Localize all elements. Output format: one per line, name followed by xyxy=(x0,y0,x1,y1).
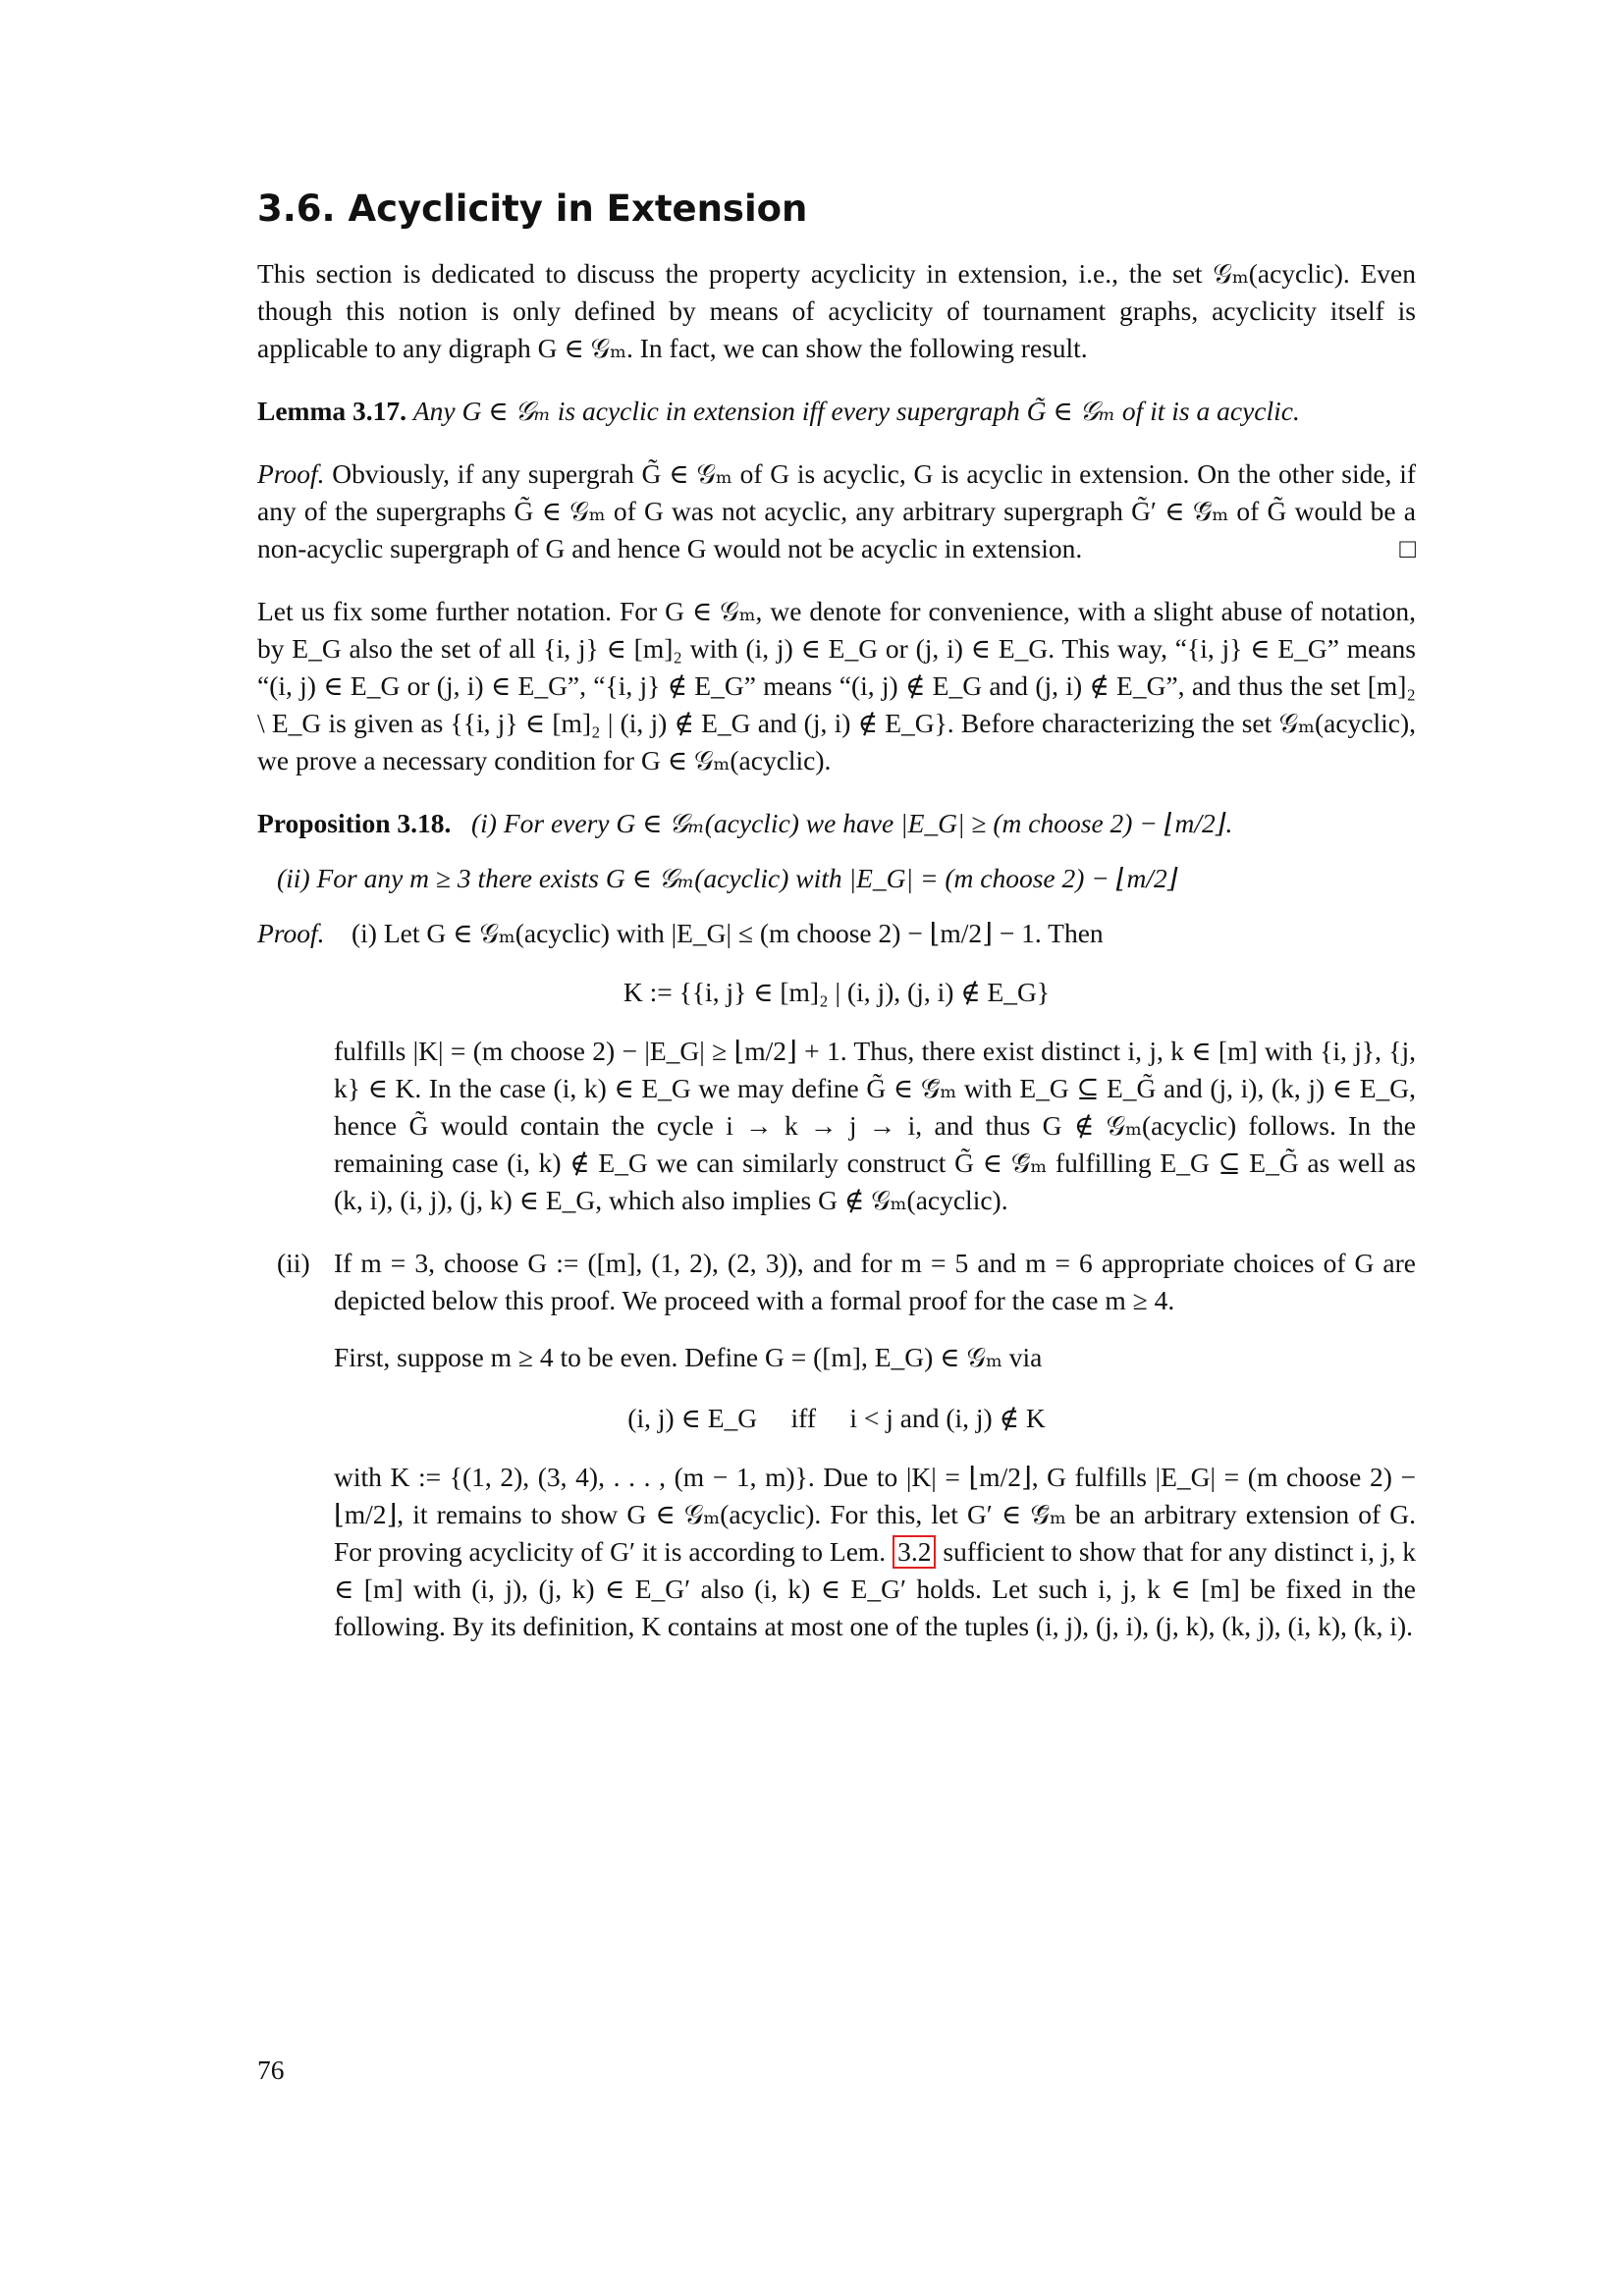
page-number: 76 xyxy=(257,2055,285,2085)
part2-label: (ii) xyxy=(277,1248,310,1278)
intro-paragraph: This section is dedicated to discuss the property acyclicity in extension, i.e., the set 𝒢ₘ(acyclic). Even though this notion is only defined by means of acyclicity of tournament graphs, acyclicity itself is applicable to any digraph G ∈ 𝒢ₘ. In fact, we can show the following result. xyxy=(257,258,1416,363)
part1-intro: Let G ∈ 𝒢ₘ(acyclic) with |E_G| ≤ (m choose 2) − ⌊m/2⌋ − 1. Then xyxy=(383,918,1104,948)
lemma-reference-link[interactable]: 3.2 xyxy=(893,1535,936,1569)
prop-proof-label: Proof. xyxy=(257,918,325,948)
part2-intro: If m = 3, choose G := ([m], (1, 2), (2, 3)), and for m = 5 and m = 6 appropriate choices of G are depicted below this proof. We proceed with a formal proof for the case m ≥ 4. xyxy=(334,1248,1416,1315)
proposition-label: Proposition 3.18. xyxy=(257,808,452,838)
page-content xyxy=(257,187,1416,1671)
part1-display-formula: K := {{i, j} ∈ [m]₂ | (i, j), (j, i) ∉ E_G} xyxy=(623,977,1051,1007)
lemma xyxy=(257,393,1416,430)
qed-symbol: □ xyxy=(1399,533,1416,563)
proposition-item-2-line xyxy=(277,860,1416,897)
proof-label: Proof. xyxy=(257,458,325,489)
lemma-label: Lemma 3.17. xyxy=(257,396,406,426)
lemma-text: Any G ∈ 𝒢ₘ is acyclic in extension iff every supergraph G̃ ∈ 𝒢ₘ of it is a acyclic. xyxy=(412,396,1300,426)
proposition-item-2: (ii) For any m ≥ 3 there exists G ∈ 𝒢ₘ(acyclic) with |E_G| = (m choose 2) − ⌊m/2⌋ xyxy=(277,863,1178,893)
section-title: 3.6. Acyclicity in Extension xyxy=(257,187,808,230)
part1-label: (i) xyxy=(352,918,377,948)
part1-body: fulfills |K| = (m choose 2) − |E_G| ≥ ⌊m/2⌋ + 1. Thus, there exist distinct i, j, k ∈ [m] with {i, j}, {j, k} ∈ K. In the case (i, k) ∈ E_G we may define G̃ ∈ 𝒢̄ₘ with E_G ⊆ E_G̃ and (j, i), (k, j) ∈ E_G, hence G̃ would contain the cycle i → k → j → i, and thus G ∉ 𝒢ₘ(acyclic) follows. In the remaining case (i, k) ∉ E_G we can similarly construct G̃ ∈ 𝒢̄ₘ fulfilling E_G ⊆ E_G̃ as well as (k, i), (i, j), (j, k) ∈ E_G, which also implies G ∉ 𝒢ₘ(acyclic). xyxy=(334,1036,1416,1215)
part2-body-a: with K := {(1, 2), (3, 4), . . . , (m − 1, m)}. Due to |K| = ⌊m/2⌋, G fulfills |E_G| = (m choose 2) − ⌊m/2⌋, it remains to show G ∈ 𝒢ₘ(acyclic). For this, let G′ ∈ 𝒢̄ₘ be an arbitrary extension of G. For proving acyclicity of G′ it is according to Lem. xyxy=(334,1462,1416,1567)
lemma-proof-text: Obviously, if any supergrah G̃ ∈ 𝒢ₘ of G is acyclic, G is acyclic in extension. On the other side, if any of the supergraphs G̃ ∈ 𝒢ₘ of G was not acyclic, any arbitrary supergraph G̃′ ∈ 𝒢̄ₘ of G̃ would be a non-acyclic supergraph of G and hence G would not be acyclic in extension. xyxy=(257,458,1417,563)
proposition xyxy=(257,805,1416,842)
lemma-proof xyxy=(257,455,1416,567)
notation-paragraph: Let us fix some further notation. For G ∈ 𝒢ₘ, we denote for convenience, with a slight abuse of notation, by E_G also the set of all {i, j} ∈ [m]₂ with (i, j) ∈ E_G or (j, i) ∈ E_G. This way, “{i, j} ∈ E_G” means “(i, j) ∈ E_G or (j, i) ∈ E_G”, “{i, j} ∉ E_G” means “(i, j) ∉ E_G and (j, i) ∉ E_G”, and thus the set [m]₂ \ E_G is given as {{i, j} ∈ [m]₂ | (i, j) ∉ E_G and (j, i) ∉ E_G}. Before characterizing the set 𝒢ₘ(acyclic), we prove a necessary condition for G ∈ 𝒢ₘ(acyclic). xyxy=(257,596,1416,775)
prop-proof-start xyxy=(257,915,1416,952)
part2-body-b: sufficient to show that for any distinct i, j, k ∈ [m] with (i, j), (j, k) ∈ E_G′ also (i, k) ∈ E_G′ holds. Let such i, j, k ∈ [m] be fixed in the following. By its definition, K contains at most one of the tuples (i, j), (j, i), (j, k), (k, j), (i, k), (k, i). xyxy=(334,1536,1417,1641)
part2-display-formula: (i, j) ∈ E_G iff i < j and (i, j) ∉ K xyxy=(627,1403,1046,1433)
part2-even: First, suppose m ≥ 4 to be even. Define G = ([m], E_G) ∈ 𝒢ₘ via xyxy=(334,1342,1043,1372)
proposition-item-1: (i) For every G ∈ 𝒢ₘ(acyclic) we have |E_G| ≥ (m choose 2) − ⌊m/2⌋. xyxy=(471,808,1233,838)
part2-body xyxy=(334,1459,1416,1645)
part2 xyxy=(257,1245,1416,1376)
